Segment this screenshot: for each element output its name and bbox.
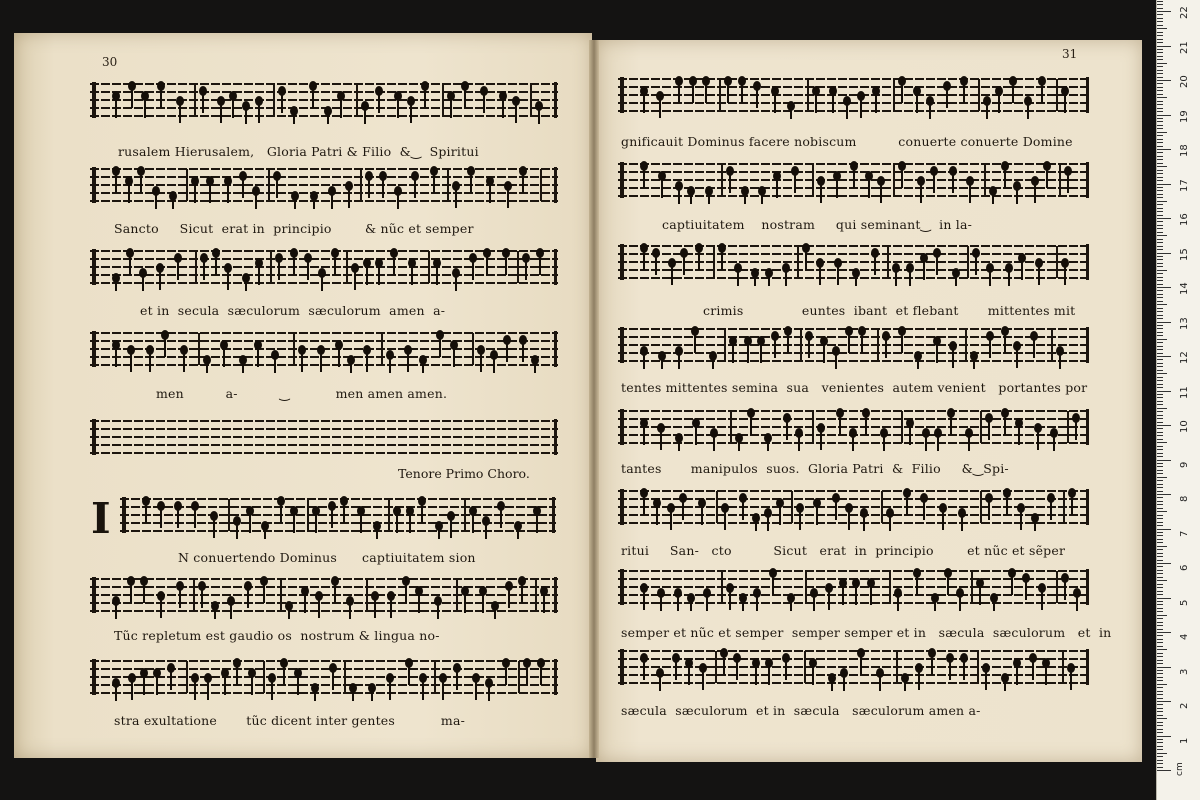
lyric-line: et in secula sæculorum sæculorum amen a- <box>140 303 446 318</box>
lyric-line: sæcula sæculorum et in sæcula sæculorum amen a- <box>621 703 981 718</box>
lyric-line: N conuertendo Dominus captiuitatem sion <box>178 550 476 565</box>
measurement-ruler <box>1156 0 1200 800</box>
drop-cap: I <box>91 494 111 543</box>
lyric-line: ritui San- cto Sicut erat in principio et nũc et sẽper <box>621 543 1066 558</box>
ruler-number: 20 <box>1179 75 1190 88</box>
music-staff <box>90 415 558 459</box>
lyric-line: captiuitatem nostram qui seminant‿ in la- <box>662 217 973 232</box>
right-page-number: 31 <box>1062 47 1078 61</box>
music-staff <box>90 163 558 207</box>
lyric-line: tentes mittentes semina sua venientes autem venient portantes por <box>621 380 1088 395</box>
music-staff <box>90 245 558 289</box>
music-staff <box>618 323 1090 367</box>
lyric-line: men a- ‿ men amen amen. <box>156 386 448 401</box>
music-staff <box>90 655 558 699</box>
music-staff <box>618 158 1090 202</box>
music-staff <box>618 565 1090 609</box>
ruler-number: 9 <box>1179 461 1190 468</box>
ruler-number: 11 <box>1179 385 1190 399</box>
lyric-line: Sancto Sicut erat in principio & nũc et semper <box>114 221 474 236</box>
lyric-line: stra exultatione tũc dicent inter gentes ma- <box>114 713 466 728</box>
music-staff <box>618 645 1090 689</box>
ruler-number: 4 <box>1179 633 1190 640</box>
ruler-number: 18 <box>1179 144 1190 157</box>
music-staff <box>618 405 1090 449</box>
ruler-number: 17 <box>1179 178 1190 192</box>
ruler-number: 6 <box>1179 564 1190 571</box>
music-staff <box>90 327 558 371</box>
music-staff <box>120 493 556 537</box>
lyric-line: rusalem Hierusalem, Gloria Patri & Filio &‿ Spiritui <box>118 144 479 159</box>
ruler-unit: cm <box>1175 762 1185 776</box>
ruler-number: 19 <box>1179 109 1190 123</box>
ruler-number: 22 <box>1179 6 1190 19</box>
ruler-number: 7 <box>1179 530 1190 537</box>
lyric-line: gnificauit Dominus facere nobiscum conuerte conuerte Domine <box>621 134 1073 149</box>
ruler-number: 15 <box>1179 247 1190 261</box>
ruler-number: 13 <box>1179 316 1190 330</box>
music-staff <box>618 73 1090 117</box>
ruler-number: 12 <box>1179 351 1190 364</box>
book-gutter <box>589 40 599 758</box>
ruler-number: 3 <box>1179 668 1190 675</box>
left-page-number: 30 <box>102 55 118 69</box>
lyric-line: tantes manipulos suos. Gloria Patri & Filio &‿Spi- <box>621 461 1009 476</box>
ruler-number: 8 <box>1179 495 1190 502</box>
lyric-line: semper et nũc et semper semper semper et in sæcula sæculorum et in <box>621 625 1112 640</box>
lyric-line: Tũc repletum est gaudio os nostrum & lingua no- <box>114 628 440 643</box>
section-title: Tenore Primo Choro. <box>398 466 530 481</box>
ruler-number: 14 <box>1179 282 1190 295</box>
lyric-line: crimis euntes ibant et flebant mittentes mit <box>703 303 1076 318</box>
ruler-number: 1 <box>1179 737 1190 744</box>
ruler-number: 2 <box>1179 702 1190 709</box>
ruler-number: 10 <box>1179 420 1190 433</box>
music-staff <box>90 78 558 122</box>
ruler-number: 16 <box>1179 213 1190 226</box>
ruler-number: 21 <box>1179 40 1190 54</box>
ruler-number: 5 <box>1179 599 1190 606</box>
music-staff <box>90 573 558 617</box>
music-staff <box>618 240 1090 284</box>
music-staff <box>618 485 1090 529</box>
